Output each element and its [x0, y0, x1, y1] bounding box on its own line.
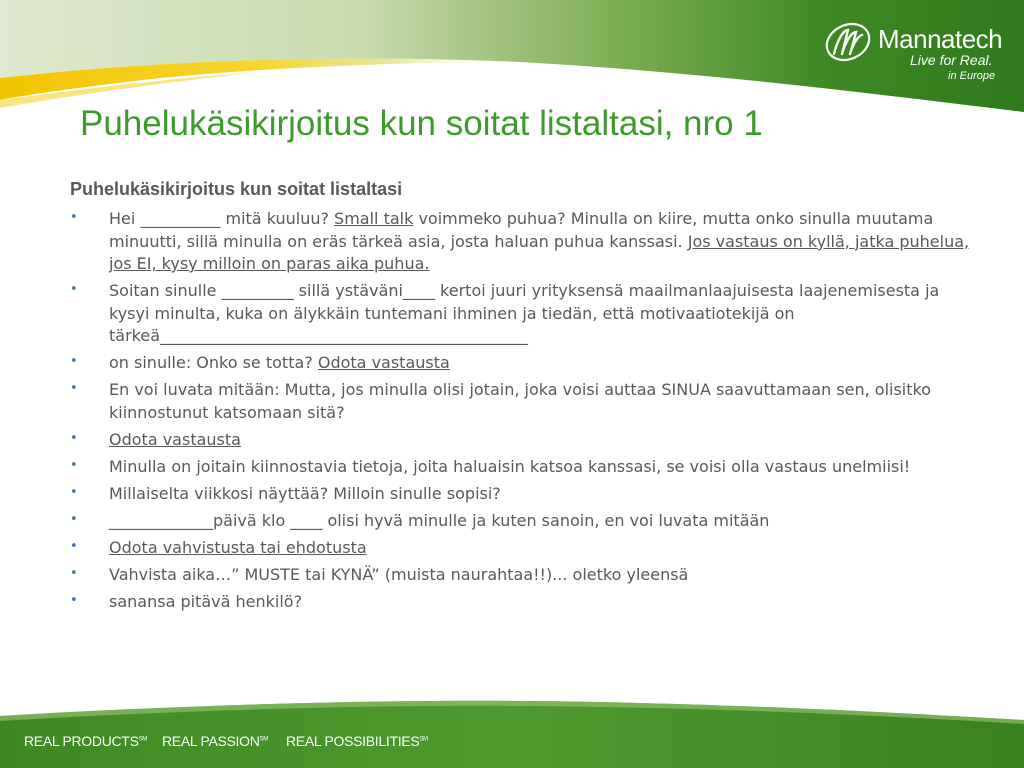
bullet-text: En voi luvata mitään: Mutta, jos minulla olisi jotain, joka voisi auttaa SINUA saavuttamaan sen, olisitko kiinnostunut katsomaan sitä?: [109, 380, 932, 422]
footer-real-possibilities: REAL POSSIBILITIES℠: [286, 733, 428, 749]
bullet-text: on sinulle: Onko se totta?: [109, 353, 318, 372]
slide-subtitle: Puhelukäsikirjoitus kun soitat listaltasi: [70, 179, 403, 199]
brand-region: in Europe: [948, 70, 996, 82]
footer-real-products: REAL PRODUCTS℠: [24, 733, 148, 749]
bullet-text: Hei __________ mitä kuuluu?: [109, 209, 335, 228]
bullet-item: [68, 564, 973, 587]
brand-tagline: Live for Real.: [910, 52, 993, 68]
underlined-instruction: Jos vastaus on kyllä, jatka puhelua, jos EI, kysy milloin on paras aika puhua.: [109, 231, 970, 273]
brand-name: Mannatech: [878, 24, 1003, 54]
bullet-text: sanansa pitävä henkilö?: [109, 591, 303, 611]
bullet-item: [68, 208, 973, 276]
underlined-instruction: Small talk: [334, 209, 414, 228]
bullet-icon: •: [70, 511, 78, 527]
brand-logo: [822, 18, 1012, 88]
bullet-item: [68, 456, 973, 479]
bullet-list: [68, 208, 973, 618]
bullet-icon: •: [70, 592, 78, 608]
bullet-text: Soitan sinulle _________ sillä ystäväni____ kertoi juuri yrityksensä maailmanlaajuisesta laajenemisesta ja kysyi minulta, kuka on älykkäin tuntemani ihminen ja tiedän, että motivaatiotekijä on tärkeä______________________________________________: [109, 281, 940, 345]
bullet-item: [68, 591, 973, 614]
bullet-icon: •: [70, 457, 78, 473]
bullet-item: [68, 483, 973, 506]
bullet-icon: •: [70, 381, 78, 396]
bullet-icon: •: [70, 354, 78, 369]
bullet-icon: •: [70, 565, 78, 581]
footer-real-passion: REAL PASSION℠: [162, 733, 268, 749]
bullet-text: Minulla on joitain kiinnostavia tietoja, joita haluaisin katsoa kanssasi, se voisi olla vastaus unelmiisi!: [109, 456, 911, 476]
bullet-item: [68, 379, 973, 424]
bullet-icon: •: [70, 538, 78, 554]
bullet-text: Millaiselta viikkosi näyttää? Milloin sinulle sopisi?: [109, 483, 501, 503]
mannatech-logo-icon: [822, 20, 874, 64]
bullet-text: Vahvista aika…” MUSTE tai KYNÄ” (muista naurahtaa!!)... oletko yleensä: [109, 564, 689, 584]
bullet-item: [68, 537, 973, 560]
bullet-text: _____________päivä klo ____ olisi hyvä minulle ja kuten sanoin, en voi luvata mitään: [109, 510, 770, 530]
bullet-icon: •: [70, 282, 78, 297]
bullet-icon: •: [70, 484, 78, 500]
underlined-instruction: Odota vastausta: [109, 429, 241, 449]
underlined-instruction: Odota vahvistusta tai ehdotusta: [109, 537, 367, 557]
underlined-instruction: Odota vastausta: [317, 353, 450, 372]
bullet-item: [68, 429, 973, 452]
bullet-item: [68, 280, 973, 348]
bullet-icon: •: [70, 210, 78, 225]
slide-title: Puhelukäsikirjoitus kun soitat listaltasi, nro 1: [80, 104, 763, 143]
bullet-icon: •: [70, 430, 78, 446]
bullet-item: [68, 352, 973, 375]
bullet-item: [68, 510, 973, 533]
footer-banner: [0, 690, 1024, 768]
bullet-text: voimmeko puhua? Minulla on kiire, mutta onko sinulla muutama minuutti, sillä minulla on eräs tärkeä asia, josta haluan puhua kanssasi.: [109, 209, 934, 251]
